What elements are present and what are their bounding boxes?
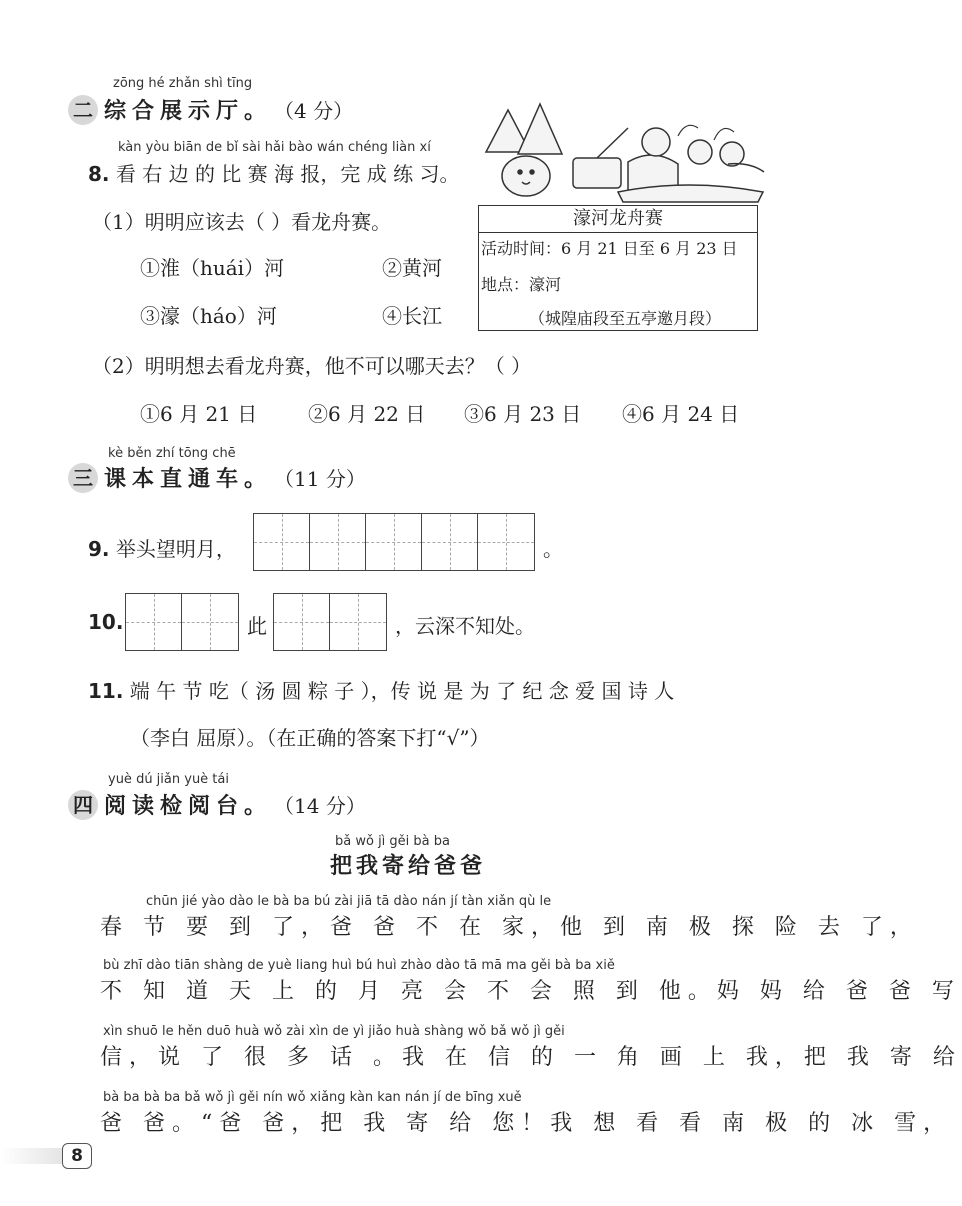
poster-title: 濠河龙舟赛 <box>479 206 757 233</box>
story-title: 把我寄给爸爸 <box>330 854 487 879</box>
q9-cell[interactable] <box>478 514 534 570</box>
poster-place: 地点：濠河 <box>481 275 562 294</box>
q10-cell[interactable] <box>274 594 330 650</box>
section3-pinyin: kè běn zhí tōng chē <box>108 446 236 461</box>
section3-title: 课本直通车。 <box>104 467 273 492</box>
section2-title: 综合展示厅。 <box>104 99 273 124</box>
section4-score: （14 分） <box>274 794 366 818</box>
story-title-pinyin: bǎ wǒ jì gěi bà ba <box>335 834 450 849</box>
poster-time: 活动时间：6 月 21 日至 6 月 23 日 <box>481 239 738 258</box>
section2-badge: 二 <box>68 95 98 125</box>
q10-end: ，云深不知处。 <box>395 614 535 638</box>
q8-part2-prompt: （2）明明想去看龙舟赛，他不可以哪天去？（ ） <box>92 354 532 378</box>
section2-score: （4 分） <box>274 99 354 123</box>
q10-cell[interactable] <box>330 594 386 650</box>
q9-cell[interactable] <box>366 514 422 570</box>
dragon-boat-illustration <box>478 92 768 204</box>
story-line: 春 节 要 到 了，爸 爸 不 在 家，他 到 南 极 探 险 去 了， <box>100 915 919 940</box>
q8-part2-option-2[interactable]: ②6 月 22 日 <box>308 402 426 426</box>
section4-badge: 四 <box>68 790 98 820</box>
poster-segment: （城隍庙段至五亭邀月段） <box>529 309 722 328</box>
q8-part1-option-4[interactable]: ④长江 <box>382 304 442 328</box>
q9-cell[interactable] <box>422 514 478 570</box>
q10-cell[interactable] <box>126 594 182 650</box>
q10-cell[interactable] <box>182 594 238 650</box>
q8-part1-option-2[interactable]: ②黄河 <box>382 256 442 280</box>
story-line: 不 知 道 天 上 的 月 亮 会 不 会 照 到 他。妈 妈 给 爸 爸 写 <box>100 979 961 1004</box>
q9-number: 9. <box>88 537 110 561</box>
race-poster <box>478 205 758 331</box>
q9-text: 举头望明月， <box>115 537 236 561</box>
q8-part1-prompt: （1）明明应该去（ ）看龙舟赛。 <box>92 210 392 234</box>
q8-part1-option-1[interactable]: ①淮（huái）河 <box>140 256 285 280</box>
q11-line2: （李白 屈原）。（在正确的答案下打“√”） <box>130 726 490 750</box>
section3-header <box>68 462 366 493</box>
q10-number: 10. <box>88 610 124 634</box>
section4-pinyin: yuè dú jiǎn yuè tái <box>108 772 229 787</box>
q9-cell[interactable] <box>310 514 366 570</box>
page-number: 8 <box>62 1143 92 1169</box>
q9-cell[interactable] <box>254 514 310 570</box>
q8-part1-option-3[interactable]: ③濠（háo）河 <box>140 304 277 328</box>
story-line-pinyin: bà ba bà ba bǎ wǒ jì gěi nín wǒ xiǎng kàn kan nán jí de bīng xuě <box>103 1090 522 1105</box>
q8-number: 8. <box>88 162 110 186</box>
q8-text: 看 右 边 的 比 赛 海 报，完 成 练 习。 <box>115 162 460 186</box>
section4-header <box>68 789 366 820</box>
section4-title: 阅读检阅台。 <box>104 794 273 819</box>
q8-part2-option-4[interactable]: ④6 月 24 日 <box>622 402 740 426</box>
story-line-pinyin: bù zhī dào tiān shàng de yuè liang huì bú huì zhào dào tā mā ma gěi bà ba xiě <box>103 958 615 973</box>
section3-badge: 三 <box>68 463 98 493</box>
section3-score: （11 分） <box>274 467 366 491</box>
q10-mid: 此 <box>247 614 267 638</box>
q11-line1 <box>88 675 674 704</box>
q10-writing-grid-2 <box>273 593 387 651</box>
section2-header <box>68 94 353 125</box>
q8-part2-option-3[interactable]: ③6 月 23 日 <box>464 402 582 426</box>
story-line: 信，说 了 很 多 话 。我 在 信 的 一 角 画 上 我，把 我 寄 给 <box>100 1045 962 1070</box>
q8-stem <box>88 158 459 187</box>
q9-stem <box>88 533 236 562</box>
story-line-pinyin: xìn shuō le hěn duō huà wǒ zài xìn de yì jiǎo huà shàng wǒ bǎ wǒ jì gěi <box>103 1024 565 1039</box>
q10-writing-grid-1 <box>125 593 239 651</box>
story-line-pinyin: chūn jié yào dào le bà ba bú zài jiā tā dào nán jí tàn xiǎn qù le <box>146 894 552 909</box>
section2-pinyin: zōng hé zhǎn shì tīng <box>113 76 253 91</box>
q9-writing-grid <box>253 513 535 571</box>
q8-part2-option-1[interactable]: ①6 月 21 日 <box>140 402 258 426</box>
q11-number: 11. <box>88 679 124 703</box>
q8-pinyin: kàn yòu biān de bǐ sài hǎi bào wán chéng liàn xí <box>118 140 431 155</box>
q11-text: 端 午 节 吃（ 汤 圆 粽 子 ），传 说 是 为 了 纪 念 爱 国 诗 人 <box>129 679 675 703</box>
q9-end: 。 <box>543 537 563 561</box>
story-line: 爸 爸。“爸 爸，把 我 寄 给 您！我 想 看 看 南 极 的 冰 雪， <box>100 1111 953 1136</box>
